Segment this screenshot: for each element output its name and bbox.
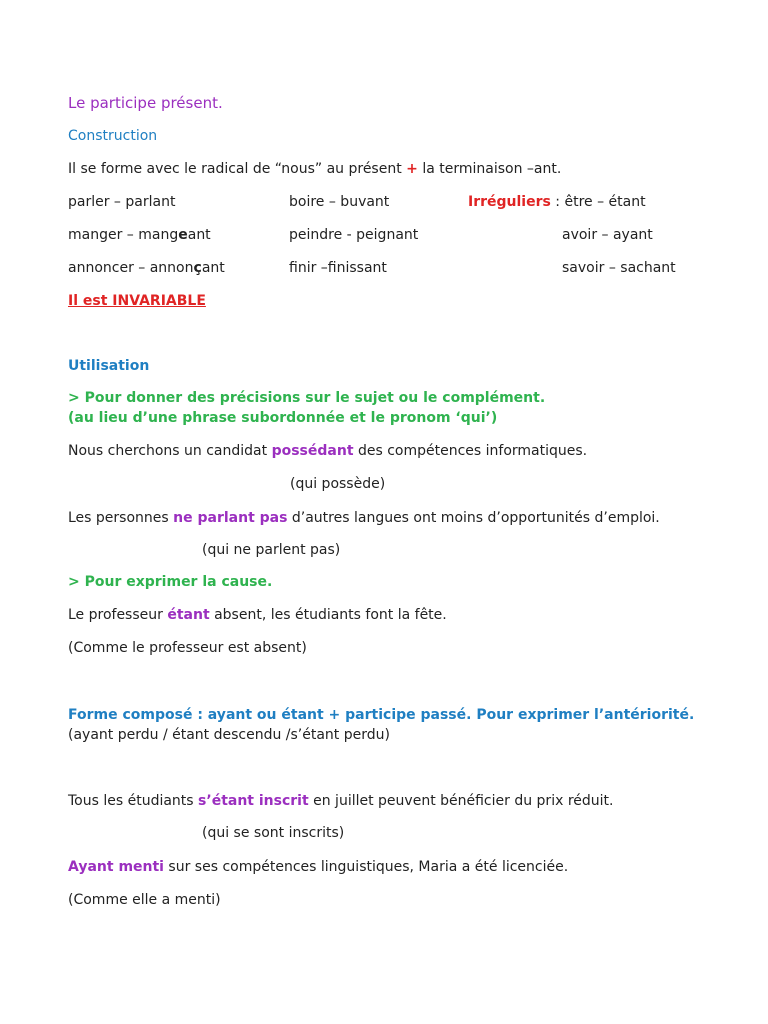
example-avoir: avoir – ayant — [562, 227, 653, 243]
example-sentence-5 — [68, 858, 568, 876]
rule-text-2: la terminaison –ant. — [422, 161, 562, 177]
manger-bold-e: e — [178, 227, 188, 243]
annoncer-bold-c: ç — [193, 260, 202, 276]
point-cause: > Pour exprimer la cause. — [68, 574, 273, 590]
ex2-highlight: ne parlant pas — [173, 510, 288, 526]
ex4-pre: Tous les étudiants — [68, 793, 199, 809]
annoncer-part3: ant — [201, 260, 225, 276]
ex3-post: absent, les étudiants font la fête. — [209, 607, 447, 623]
ex3-highlight: étant — [167, 607, 210, 623]
construction-rule — [68, 160, 561, 178]
example-parler: parler – parlant — [68, 194, 176, 210]
ex2-post: d’autres langues ont moins d’opportunités d’emploi. — [287, 510, 660, 526]
ex5-post: sur ses compétences linguistiques, Maria a été licenciée. — [163, 859, 569, 875]
example-finir: finir –finissant — [289, 260, 387, 276]
rule-text-1: Il se forme avec le radical de “nous” au présent — [68, 161, 402, 177]
manger-part3: ant — [187, 227, 211, 243]
forme-compose-examples: (ayant perdu / étant descendu /s’étant perdu) — [68, 727, 390, 743]
ex1-post: des compétences informatiques. — [353, 443, 588, 459]
forme-compose-heading: Forme composé : ayant ou étant + participe passé. Pour exprimer l’antériorité. — [68, 707, 695, 723]
ex2-pre: Les personnes — [68, 510, 174, 526]
example-3-gloss: (Comme le professeur est absent) — [68, 640, 307, 656]
example-sentence-2 — [68, 509, 660, 527]
example-sentence-3 — [68, 606, 447, 624]
utilisation-heading: Utilisation — [68, 358, 150, 374]
example-sentence-1 — [68, 442, 587, 460]
irreguliers-entry — [468, 193, 646, 211]
irreguliers-etre: : être – étant — [550, 194, 646, 210]
example-4-gloss: (qui se sont inscrits) — [202, 825, 345, 841]
annoncer-part1: annoncer – annon — [68, 260, 194, 276]
example-manger — [68, 226, 211, 244]
point-precisions-note: (au lieu d’une phrase subordonnée et le pronom ‘qui’) — [68, 410, 498, 426]
plus-sign: + — [406, 161, 418, 177]
example-boire: boire – buvant — [289, 194, 390, 210]
example-sentence-4 — [68, 792, 613, 810]
manger-part1: manger – mang — [68, 227, 179, 243]
construction-heading: Construction — [68, 128, 158, 144]
example-5-gloss: (Comme elle a menti) — [68, 892, 221, 908]
ex5-highlight: Ayant menti — [68, 859, 164, 875]
example-1-gloss: (qui possède) — [290, 476, 386, 492]
irreguliers-label: Irréguliers — [468, 194, 551, 210]
page-title: Le participe présent. — [68, 94, 223, 112]
invariable-note: Il est INVARIABLE — [68, 293, 206, 309]
ex1-highlight: possédant — [271, 443, 354, 459]
example-annoncer — [68, 259, 225, 277]
ex4-highlight: s’étant inscrit — [198, 793, 309, 809]
example-2-gloss: (qui ne parlent pas) — [202, 542, 341, 558]
example-peindre: peindre - peignant — [289, 227, 419, 243]
ex1-pre: Nous cherchons un candidat — [68, 443, 272, 459]
ex3-pre: Le professeur — [68, 607, 168, 623]
ex4-post: en juillet peuvent bénéficier du prix réduit. — [308, 793, 614, 809]
example-savoir: savoir – sachant — [562, 260, 676, 276]
point-precisions: > Pour donner des précisions sur le sujet ou le complément. — [68, 390, 546, 406]
